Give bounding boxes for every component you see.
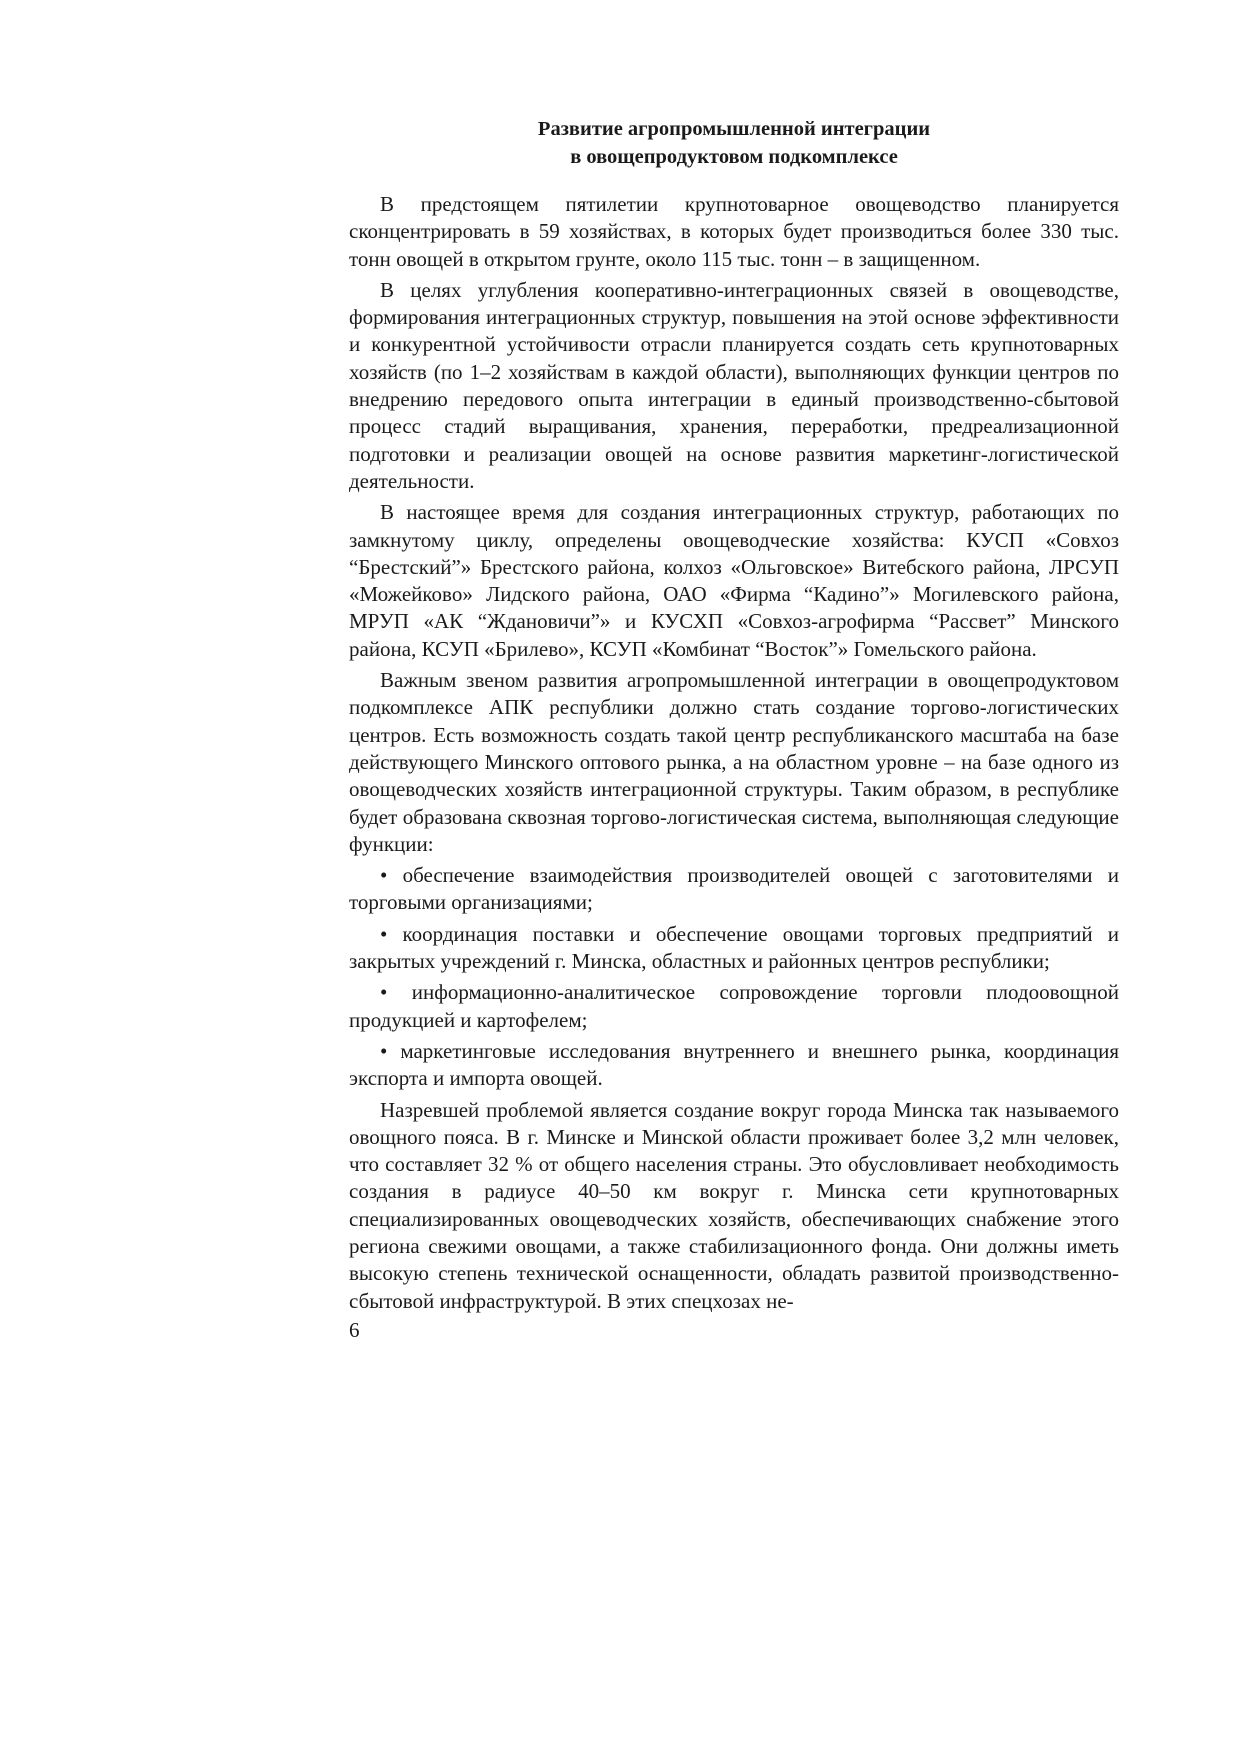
bullet-item-information: • информационно-аналитическое сопровождение торговли плодоовощной продукцией и картофелем; <box>349 980 1119 1032</box>
bullet-item-marketing: • маркетинговые исследования внутреннего и внешнего рынка, координация экспорта и импорта овощей. <box>349 1038 1119 1091</box>
bullet-item-coordination: • координация поставки и обеспечение овощами торговых предприятий и закрытых учреждений г. Минска, областных и районных центров республики; <box>349 921 1119 974</box>
paragraph-logistics-centers: Важным звеном развития агропромышленной интеграции в овощепродуктовом подкомплексе АПК республики должно стать создание торгово-логистических центров. Есть возможность создать такой центр республиканского масштаба на базе действующего Минского оптового рынка, а на областном уровне – на базе одного из овощеводческих хозяйств интеграционной структуры. Таким образом, в республике будет образована сквозная торгово-логистическая система, выполняющая следующие функции: <box>349 668 1119 856</box>
page-content <box>349 115 1119 1315</box>
page-number: 6 <box>349 1318 360 1342</box>
paragraph-cooperation: В целях углубления кооперативно-интеграционных связей в овощеводстве, формирования интеграционных структур, повышения на этой основе эффективности и конкурентной устойчивости отрасли планируется создать сеть крупнотоварных хозяйств (по 1–2 хозяйствам в каждой области), выполняющих функции центров по внедрению передового опыта интеграции в единый производственно-сбытовой процесс стадий выращивания, хранения, переработки, предреализационной подготовки и реализации овощей на основе развития маркетинг-логистической деятельности. <box>349 277 1119 493</box>
section-title <box>349 115 1119 171</box>
paragraph-vegetable-belt: Назревшей проблемой является создание вокруг города Минска так называемого овощного пояса. В г. Минске и Минской области проживает более 3,2 млн человек, что составляет 32 % от общего населения страны. Это обусловливает необходимость создания в радиусе 40–50 км вокруг г. Минска сети крупнотоварных специализированных овощеводческих хозяйств, обеспечивающих снабжение этого региона свежими овощами, а также стабилизационного фонда. Они должны иметь высокую степень технической оснащенности, обладать развитой производственно-сбытовой инфраструктурой. В этих спецхозах не- <box>349 1097 1119 1313</box>
bullet-item-interaction: • обеспечение взаимодействия производителей овощей с заготовителями и торговыми организациями; <box>349 863 1119 915</box>
section-title-line-2: в овощепродуктовом подкомплексе <box>570 146 898 168</box>
paragraph-farms-list: В настоящее время для создания интеграционных структур, работающих по замкнутому циклу, определены овощеводческие хозяйства: КУСП «Совхоз “Брестский”» Брестского района, колхоз «Ольговское» Витебского района, ЛРСУП «Можейково» Лидского района, ОАО «Фирма “Кадино”» Могилевского района, МРУП «АК “Ждановичи”» и КУСХП «Совхоз-агрофирма “Рассвет” Минского района, КСУП «Брилево», КСУП «Комбинат “Восток”» Гомельского района. <box>349 500 1119 661</box>
paragraph-concentration: В предстоящем пятилетии крупнотоварное овощеводство планируется сконцентрировать в 59 хозяйствах, в которых будет производиться более 330 тыс. тонн овощей в открытом грунте, около 115 тыс. тонн – в защищенном. <box>349 192 1119 271</box>
body-text <box>349 191 1119 1315</box>
section-title-line-1: Развитие агропромышленной интеграции <box>537 118 931 140</box>
